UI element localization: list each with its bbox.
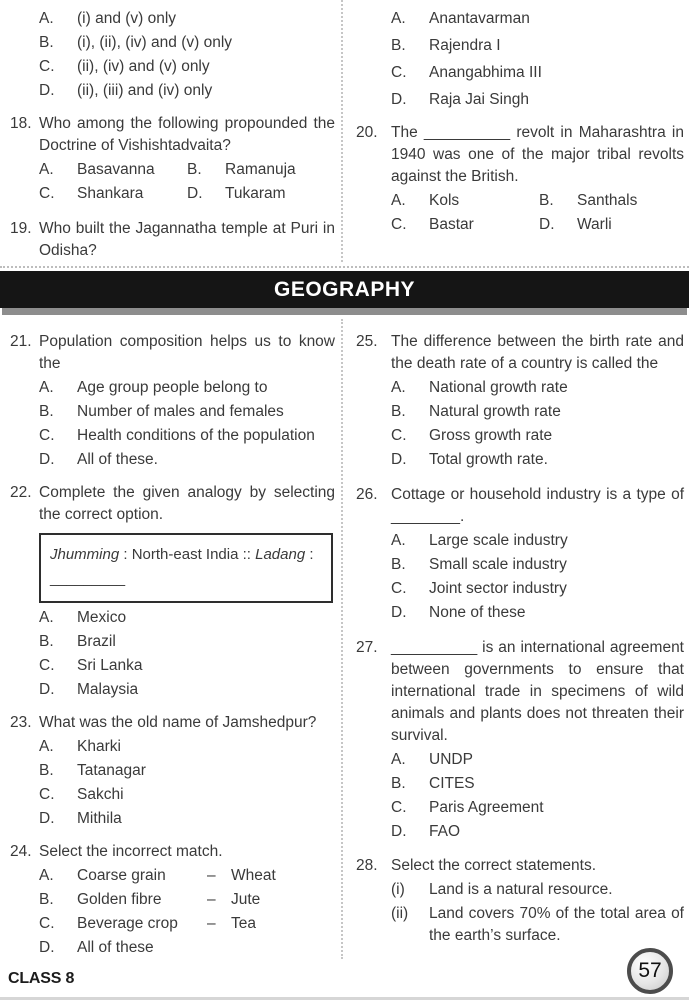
page-number: 57: [638, 959, 662, 982]
question-number: 23.: [10, 714, 32, 731]
option-text: Rajendra I: [429, 37, 501, 54]
statements-list: [391, 879, 684, 947]
option-text: Malaysia: [77, 681, 139, 698]
analogy-term-2: Ladang: [255, 546, 306, 563]
question-content: [39, 331, 335, 471]
analogy-term-1: Jhumming: [50, 546, 120, 563]
statement-text: Land covers 70% of the total area of the earth’s surface.: [429, 905, 684, 944]
option-label: A.: [39, 161, 54, 178]
option-row: [39, 889, 335, 911]
top-left-column: [0, 0, 341, 262]
question-text: __________ is an international agreement between governments to ensure that international trade in specimens of wild animals and plants does not threaten their survival.: [391, 639, 684, 744]
option-label: A.: [391, 379, 406, 396]
analogy-line: [50, 543, 322, 567]
question-content: [39, 841, 335, 959]
option-row: [39, 183, 335, 205]
option-row: [39, 736, 335, 758]
question-number: 20.: [356, 124, 378, 141]
option-label: B.: [391, 403, 406, 420]
option-text: Warli: [577, 216, 612, 233]
question-text: What was the old name of Jamshedpur?: [39, 714, 317, 731]
option-label: C.: [39, 915, 55, 932]
option-label: D.: [391, 823, 407, 840]
section-header-band: [0, 271, 689, 308]
options-list: [39, 377, 335, 471]
option-row: [391, 35, 684, 57]
option-row: [391, 578, 684, 600]
option-label: C.: [391, 427, 407, 444]
option-text: Kharki: [77, 738, 121, 755]
option-label: A.: [39, 379, 54, 396]
option-row: [39, 607, 335, 629]
top-right-column: [343, 0, 689, 262]
question-content: [39, 712, 335, 830]
option-text: Basavanna: [77, 161, 155, 178]
option-label: D.: [39, 810, 55, 827]
option-row: [391, 62, 684, 84]
orphan-options-list: [391, 8, 684, 111]
question-25: [356, 331, 684, 471]
option-label: D.: [187, 185, 203, 202]
question-text: Population composition helps us to know the: [39, 333, 335, 372]
option-text: Number of males and females: [77, 403, 284, 420]
option-text: (ii), (iii) and (iv) only: [77, 82, 213, 99]
question-21: [10, 331, 335, 471]
option-text: Mexico: [77, 609, 127, 626]
statement-label: (ii): [391, 905, 409, 922]
question-number: 22.: [10, 484, 32, 501]
question-27: [356, 637, 684, 843]
option-text: Natural growth rate: [429, 403, 561, 420]
option-label: A.: [39, 609, 54, 626]
option-row: [391, 449, 684, 471]
option-row: [39, 80, 335, 102]
option-label: A.: [39, 738, 54, 755]
option-label: A.: [39, 867, 54, 884]
option-row: [39, 784, 335, 806]
option-row: [391, 821, 684, 843]
analogy-colon: :: [305, 546, 314, 563]
geography-section: [0, 319, 689, 959]
option-row: [39, 32, 335, 54]
question-24: [10, 841, 335, 959]
section-header-shadow: [2, 308, 687, 315]
option-label: C.: [39, 427, 55, 444]
geo-left-column: [0, 319, 341, 959]
option-label: A.: [391, 10, 406, 27]
option-row: [39, 631, 335, 653]
options-list: [39, 736, 335, 830]
analogy-blank-line: _________: [50, 570, 126, 587]
option-row: [39, 655, 335, 677]
option-text: Brazil: [77, 633, 116, 650]
section-title: GEOGRAPHY: [273, 277, 416, 301]
option-text: None of these: [429, 604, 526, 621]
option-row: [391, 401, 684, 423]
option-label: A.: [391, 751, 406, 768]
question-content: [391, 122, 684, 236]
option-text: Anangabhima III: [429, 64, 542, 81]
option-label: D.: [39, 681, 55, 698]
option-row: [39, 865, 335, 887]
option-text: Shankara: [77, 185, 144, 202]
option-text: Small scale industry: [429, 556, 567, 573]
match-dash: –: [207, 915, 216, 932]
option-row: [391, 773, 684, 795]
option-label: D.: [391, 451, 407, 468]
option-label: A.: [391, 192, 406, 209]
question-number: 19.: [10, 220, 32, 237]
option-row: [391, 602, 684, 624]
option-text: Tukaram: [225, 185, 286, 202]
question-content: [391, 855, 684, 947]
option-label: D.: [539, 216, 555, 233]
option-row: [391, 797, 684, 819]
option-label: C.: [39, 786, 55, 803]
question-text: Who among the following propounded the Doctrine of Vishishtadvaita?: [39, 115, 335, 154]
option-row: [39, 8, 335, 30]
option-row: [39, 808, 335, 830]
option-label: C.: [391, 799, 407, 816]
question-content: [39, 482, 335, 701]
option-text: (ii), (iv) and (v) only: [77, 58, 210, 75]
option-row: [391, 8, 684, 30]
option-label: D.: [391, 604, 407, 621]
option-text: Sri Lanka: [77, 657, 143, 674]
option-text: CITES: [429, 775, 475, 792]
option-label: D.: [391, 91, 407, 108]
analogy-separator: : North-east India ::: [119, 546, 256, 563]
statement-row: [391, 903, 684, 947]
option-text: National growth rate: [429, 379, 568, 396]
match-dash: –: [207, 867, 216, 884]
question-text: The difference between the birth rate and the death rate of a country is called the: [391, 333, 684, 372]
question-number: 21.: [10, 333, 32, 350]
match-value: [231, 937, 335, 959]
option-label: B.: [39, 633, 54, 650]
option-text: (i), (ii), (iv) and (v) only: [77, 34, 233, 51]
option-row: [39, 159, 335, 181]
options-list: [391, 749, 684, 843]
option-label: D.: [39, 451, 55, 468]
match-value: Wheat: [231, 867, 276, 884]
option-label: B.: [39, 891, 54, 908]
option-row: [391, 554, 684, 576]
option-label: B.: [39, 762, 54, 779]
option-row: [39, 760, 335, 782]
option-text: (i) and (v) only: [77, 10, 177, 27]
option-text: Health conditions of the population: [77, 427, 315, 444]
option-row: [391, 377, 684, 399]
option-row: [391, 425, 684, 447]
statement-text: Land is a natural resource.: [429, 881, 613, 898]
option-text: Joint sector industry: [429, 580, 567, 597]
option-row: [39, 937, 335, 959]
option-text: Age group people belong to: [77, 379, 268, 396]
option-label: B.: [391, 556, 406, 573]
option-text: FAO: [429, 823, 461, 840]
orphan-options-list: [39, 8, 335, 102]
options-list: [39, 159, 335, 205]
option-row: [39, 913, 335, 935]
question-text: Who built the Jagannatha temple at Puri in Odisha?: [39, 220, 335, 259]
question-text: Select the incorrect match.: [39, 843, 223, 860]
option-text: UNDP: [429, 751, 473, 768]
option-text: Kols: [429, 192, 460, 209]
top-section: [0, 0, 689, 262]
question-text: Complete the given analogy by selecting the correct option.: [39, 484, 335, 523]
option-text: Bastar: [429, 216, 474, 233]
statement-row: [391, 879, 684, 901]
option-label: C.: [391, 580, 407, 597]
options-list: [39, 607, 335, 701]
geo-right-column: [343, 319, 689, 959]
option-text: Santhals: [577, 192, 638, 209]
option-text: Paris Agreement: [429, 799, 544, 816]
option-text: Total growth rate.: [429, 451, 548, 468]
option-label: D.: [39, 82, 55, 99]
option-row: [391, 530, 684, 552]
question-number: 26.: [356, 486, 378, 503]
option-row: [39, 377, 335, 399]
option-row: [391, 749, 684, 771]
option-row: [39, 56, 335, 78]
statement-label: (i): [391, 881, 405, 898]
question-18: [10, 113, 335, 205]
analogy-box: [39, 533, 333, 603]
options-list: [391, 190, 684, 236]
option-label: D.: [39, 939, 55, 956]
question-22: [10, 482, 335, 701]
question-content: [39, 113, 335, 205]
option-label: C.: [391, 64, 407, 81]
match-name: All of these: [77, 939, 154, 956]
question-26: [356, 484, 684, 624]
option-label: C.: [391, 216, 407, 233]
option-text: Ramanuja: [225, 161, 296, 178]
option-text: Mithila: [77, 810, 122, 827]
question-23: [10, 712, 335, 830]
question-28: [356, 855, 684, 947]
option-text: Tatanagar: [77, 762, 146, 779]
section-top-dotted-rule: [0, 266, 689, 268]
options-list: [391, 530, 684, 624]
option-label: C.: [39, 185, 55, 202]
option-text: Gross growth rate: [429, 427, 553, 444]
question-content: [39, 218, 335, 262]
question-20: [356, 122, 684, 236]
option-text: Sakchi: [77, 786, 124, 803]
option-label: A.: [39, 10, 54, 27]
option-label: B.: [39, 403, 54, 420]
option-row: [39, 425, 335, 447]
match-name: Golden fibre: [77, 891, 162, 908]
match-name: Beverage crop: [77, 915, 178, 932]
question-number: 27.: [356, 639, 378, 656]
option-label: C.: [39, 58, 55, 75]
question-content: [391, 637, 684, 843]
option-label: B.: [391, 775, 406, 792]
option-row: [39, 401, 335, 423]
option-row: [391, 214, 684, 236]
option-label: B.: [391, 37, 406, 54]
question-text: Select the correct statements.: [391, 857, 597, 874]
option-row: [39, 449, 335, 471]
option-row: [39, 679, 335, 701]
option-label: A.: [391, 532, 406, 549]
match-value: Tea: [231, 915, 256, 932]
question-text: The __________ revolt in Maharashtra in 1940 was one of the major tribal revolts against the British.: [391, 124, 684, 185]
question-text: Cottage or household industry is a type of ________.: [391, 486, 684, 525]
option-label: B.: [539, 192, 554, 209]
match-dash: [207, 937, 231, 959]
question-number: 18.: [10, 115, 32, 132]
question-number: 24.: [10, 843, 32, 860]
options-list: [39, 865, 335, 959]
question-content: [391, 484, 684, 624]
option-text: Anantavarman: [429, 10, 530, 27]
option-text: All of these.: [77, 451, 158, 468]
match-name: Coarse grain: [77, 867, 166, 884]
page-number-badge: [627, 948, 673, 994]
option-text: Large scale industry: [429, 532, 568, 549]
options-list: [391, 377, 684, 471]
option-row: [391, 190, 684, 212]
match-value: Jute: [231, 891, 261, 908]
match-dash: –: [207, 891, 216, 908]
question-number: 28.: [356, 857, 378, 874]
option-label: B.: [187, 161, 202, 178]
footer-class-label: CLASS 8: [8, 970, 75, 987]
option-label: C.: [39, 657, 55, 674]
question-number: 25.: [356, 333, 378, 350]
option-text: Raja Jai Singh: [429, 91, 529, 108]
option-label: B.: [39, 34, 54, 51]
question-19: [10, 218, 335, 262]
option-row: [391, 89, 684, 111]
question-content: [391, 331, 684, 471]
